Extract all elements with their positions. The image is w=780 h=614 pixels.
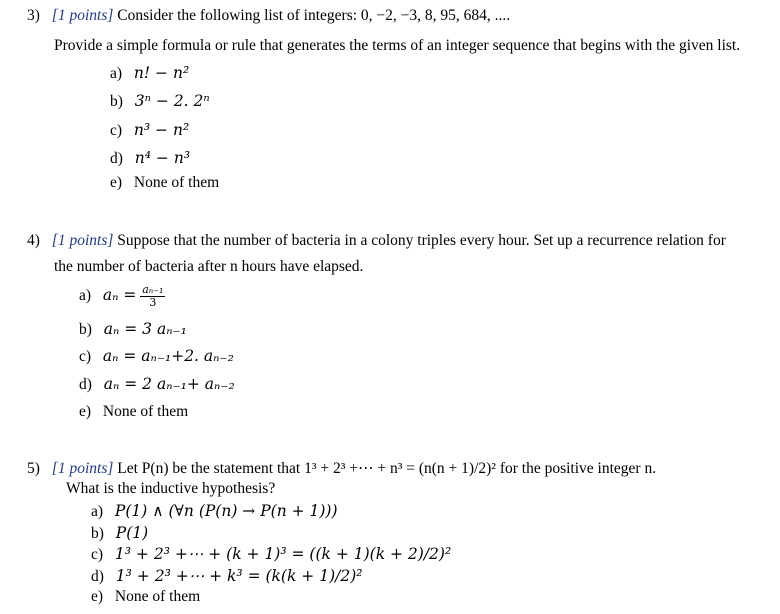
option-text: n³ − n² <box>133 121 190 139</box>
option-text: None of them <box>114 588 201 605</box>
question-number: 4) <box>27 232 40 249</box>
fraction <box>140 284 165 309</box>
option-letter: b) <box>110 93 123 110</box>
option-letter: c) <box>110 122 123 139</box>
option-letter: a) <box>91 503 104 520</box>
option-letter: c) <box>79 348 92 365</box>
option-letter: c) <box>91 546 104 563</box>
option-3a[interactable] <box>110 64 189 83</box>
option-3d[interactable] <box>110 149 190 168</box>
points-label: [1 points] <box>51 232 114 249</box>
option-4d[interactable] <box>79 375 235 394</box>
question-text: Suppose that the number of bacteria in a colony triples every hour. Set up a recurrence relation for <box>117 232 726 249</box>
option-text: P(1) ∧ (∀n (P(n) → P(n + 1))) <box>114 502 338 520</box>
option-text: aₙ = 2 aₙ₋₁+ aₙ₋₂ <box>103 375 235 393</box>
option-5a[interactable] <box>91 502 338 521</box>
question-5-stem <box>27 459 656 478</box>
question-number: 3) <box>27 7 40 24</box>
question-3-stem-line2: Provide a simple formula or rule that generates the terms of an integer sequence that begins with the given list. <box>54 37 741 54</box>
option-letter: e) <box>110 174 123 191</box>
points-label: [1 points] <box>51 460 114 477</box>
option-letter: b) <box>91 525 104 542</box>
option-4b[interactable] <box>79 320 187 339</box>
option-5e[interactable] <box>91 588 200 606</box>
option-letter: d) <box>91 568 104 585</box>
option-text: None of them <box>133 174 220 191</box>
question-text: Consider the following list of integers: 0, −2, −3, 8, 95, 684, .... <box>117 7 511 24</box>
points-label: [1 points] <box>51 7 114 24</box>
fraction-denominator: 3 <box>149 296 157 309</box>
option-5b[interactable] <box>91 524 148 543</box>
option-text: None of them <box>102 403 189 420</box>
option-text: P(1) <box>115 524 149 542</box>
option-5d[interactable] <box>91 567 362 586</box>
option-lhs: aₙ = <box>102 286 137 305</box>
question-4-stem-line2: the number of bacteria after n hours have elapsed. <box>54 258 364 275</box>
question-number: 5) <box>27 460 40 477</box>
option-text: 1³ + 2³ +⋯ + k³ = (k(k + 1)/2)² <box>115 567 363 585</box>
option-text: aₙ = 3 aₙ₋₁ <box>103 320 187 338</box>
option-text: n⁴ − n³ <box>134 149 191 167</box>
option-text: aₙ = aₙ₋₁+2. aₙ₋₂ <box>102 347 234 365</box>
option-4c[interactable] <box>79 347 234 366</box>
question-text: Let P(n) be the statement that 1³ + 2³ +⋯ + n³ = (n(n + 1)/2)² for the positive integer n. <box>117 460 657 477</box>
option-text: n! − n² <box>133 64 190 82</box>
option-3b[interactable] <box>110 92 210 111</box>
fraction-numerator: aₙ₋₁ <box>142 283 164 296</box>
option-letter: d) <box>110 150 123 167</box>
option-letter: d) <box>79 376 92 393</box>
question-4-stem <box>27 232 726 250</box>
option-3e[interactable] <box>110 174 219 192</box>
question-3-stem <box>27 7 510 25</box>
option-4e[interactable] <box>79 403 188 421</box>
option-letter: e) <box>79 403 92 420</box>
option-letter: a) <box>110 65 123 82</box>
question-5-stem-line2: What is the inductive hypothesis? <box>66 480 276 497</box>
option-letter: e) <box>91 588 104 605</box>
option-4a[interactable] <box>79 284 165 309</box>
option-letter: b) <box>79 321 92 338</box>
option-text: 3ⁿ − 2. 2ⁿ <box>134 92 210 110</box>
option-5c[interactable] <box>91 545 451 564</box>
option-text: 1³ + 2³ +⋯ + (k + 1)³ = ((k + 1)(k + 2)/2)² <box>114 545 452 563</box>
option-letter: a) <box>79 287 92 305</box>
option-3c[interactable] <box>110 121 189 140</box>
